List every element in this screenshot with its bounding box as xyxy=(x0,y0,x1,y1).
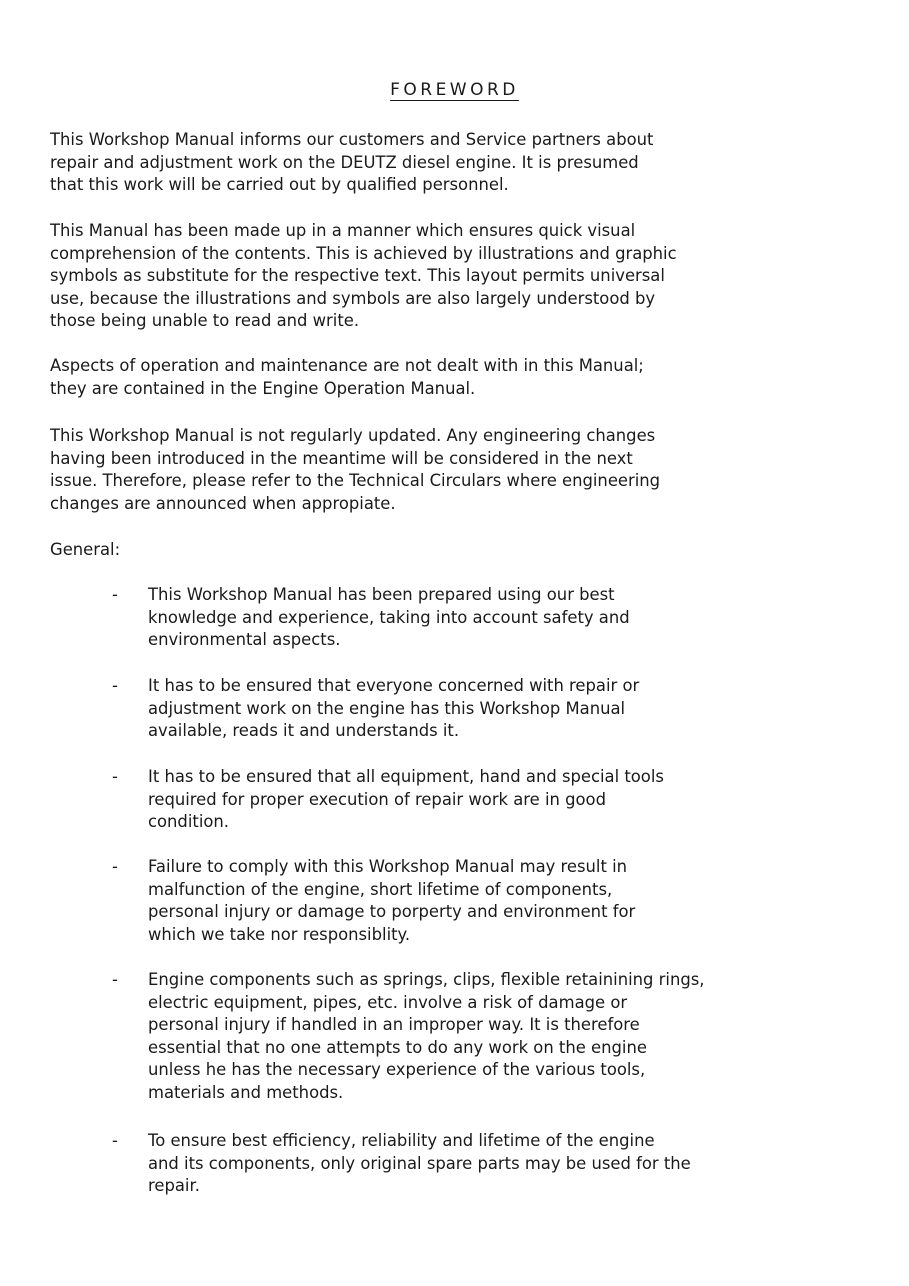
paragraph-layout xyxy=(50,220,870,333)
text-line: knowledge and experience, taking into account safety and xyxy=(148,607,630,627)
text-line: required for proper execution of repair work are in good xyxy=(148,789,606,809)
text-line: having been introduced in the meantime will be considered in the next xyxy=(50,448,633,468)
text-line: issue. Therefore, please refer to the Technical Circulars where engineering xyxy=(50,471,661,490)
text-line: This Workshop Manual is not regularly updated. Any engineering changes xyxy=(50,426,656,445)
paragraph-operation xyxy=(50,355,870,400)
text-line: This Workshop Manual informs our customers and Service partners about xyxy=(50,130,654,149)
text-line: adjustment work on the engine has this Workshop Manual xyxy=(148,698,626,718)
text-line: environmental aspects. xyxy=(148,630,341,649)
text-line: essential that no one attempts to do any work on the engine xyxy=(148,1037,647,1057)
text-line: condition. xyxy=(148,812,229,831)
text-line: use, because the illustrations and symbols are also largely understood by xyxy=(50,288,656,308)
text-line: This Workshop Manual has been prepared using our best xyxy=(148,585,615,604)
text-line: those being unable to read and write. xyxy=(50,311,360,330)
text-line: personal injury if handled in an improper way. It is therefore xyxy=(148,1015,640,1034)
text-line: Aspects of operation and maintenance are not dealt with in this Manual; xyxy=(50,356,644,375)
paragraph-updates xyxy=(50,425,870,515)
text-line: It has to be ensured that everyone concerned with repair or xyxy=(148,676,640,695)
text-line: To ensure best efficiency, reliability and lifetime of the engine xyxy=(148,1131,655,1150)
text-line: they are contained in the Engine Operation Manual. xyxy=(50,378,476,398)
text-line: malfunction of the engine, short lifetime of components, xyxy=(148,879,613,899)
text-line: unless he has the necessary experience of the various tools, xyxy=(148,1060,646,1079)
text-line: which we take nor responsiblity. xyxy=(148,924,411,944)
text-line: Failure to comply with this Workshop Manual may result in xyxy=(148,857,628,876)
text-line: that this work will be carried out by qualified personnel. xyxy=(50,175,509,194)
bullet-dash: - xyxy=(112,676,118,695)
bullet-dash: - xyxy=(112,1131,118,1150)
bullet-dash: - xyxy=(112,585,118,604)
bullet-dash: - xyxy=(112,767,118,786)
text-line: changes are announced when appropiate. xyxy=(50,493,396,513)
text-line: repair. xyxy=(148,1176,200,1195)
text-line: symbols as substitute for the respective text. This layout permits universal xyxy=(50,266,665,285)
text-line: This Manual has been made up in a manner which ensures quick visual xyxy=(50,221,636,240)
text-line: repair and adjustment work on the DEUTZ diesel engine. It is presumed xyxy=(50,152,639,172)
bullet-dash: - xyxy=(112,857,118,876)
paragraph-intro xyxy=(50,129,870,197)
text-line: materials and methods. xyxy=(148,1082,344,1102)
page-title: FOREWORD xyxy=(390,80,519,100)
text-line: and its components, only original spare parts may be used for the xyxy=(148,1153,691,1173)
text-line: personal injury or damage to porperty and environment for xyxy=(148,902,636,921)
text-line: available, reads it and understands it. xyxy=(148,721,460,740)
bullet-dash: - xyxy=(112,970,118,989)
text-line: comprehension of the contents. This is achieved by illustrations and graphic xyxy=(50,243,677,263)
text-line: It has to be ensured that all equipment, hand and special tools xyxy=(148,767,664,786)
text-line: Engine components such as springs, clips, flexible retainining rings, xyxy=(148,970,705,989)
text-line: electric equipment, pipes, etc. involve a risk of damage or xyxy=(148,992,628,1012)
general-heading: General: xyxy=(50,540,121,559)
